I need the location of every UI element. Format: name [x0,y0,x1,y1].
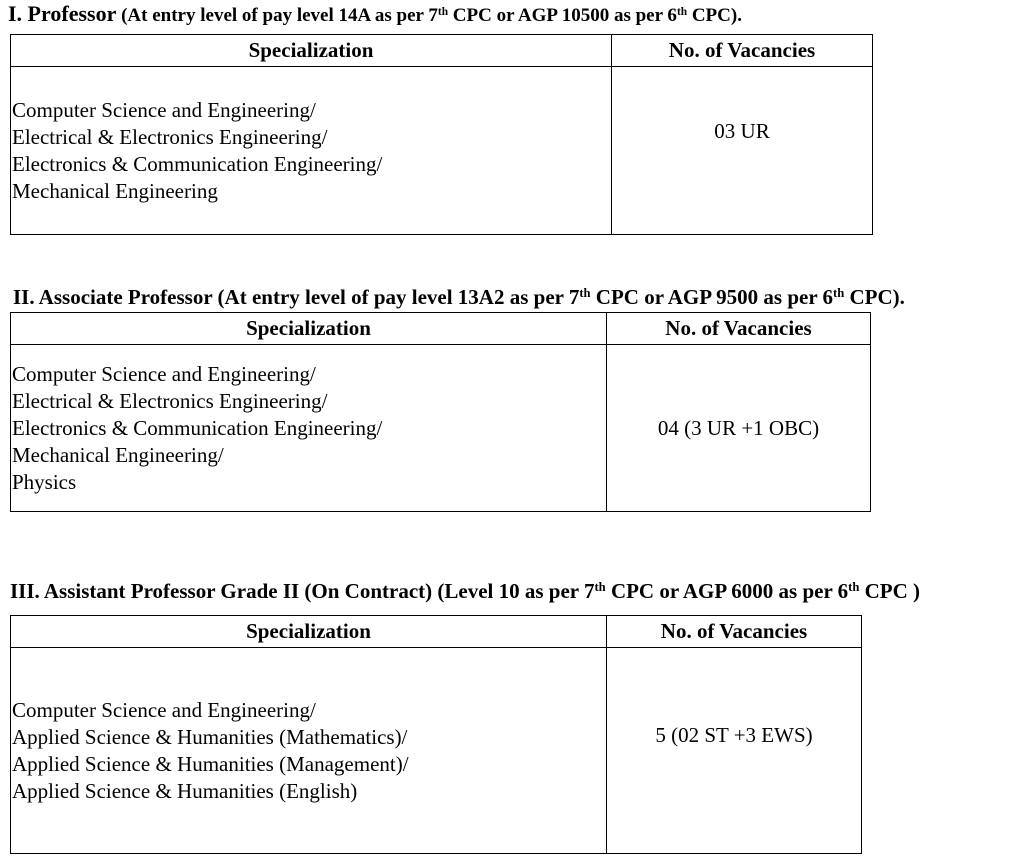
table-header-row [11,313,871,345]
heading-title: I. Professor [8,1,117,26]
table-header-row [11,616,862,648]
specialization-item: Mechanical Engineering [12,178,218,203]
specialization-item: Electronics & Communication Engineering/ [12,151,383,176]
specialization-item: Applied Science & Humanities (Management)/ [12,751,409,776]
heading-pay-text: CPC or AGP 10500 as per 6 [448,5,677,26]
vacancy-table-professor [10,34,873,235]
heading-pay-text: (At entry level of pay level 14A as per 7 [116,5,438,26]
vacancy-count-cell [607,648,862,854]
specialization-cell [11,345,607,512]
vacancy-count: 5 (02 ST +3 EWS) [655,723,813,747]
vacancy-table-associate-professor [10,312,871,512]
table-row [11,67,873,235]
specialization-item: Mechanical Engineering/ [12,442,224,467]
section-heading-assistant-professor [10,581,920,602]
heading-pay-text: CPC). [844,285,905,309]
column-header-specialization: Specialization [11,35,612,67]
section-heading-associate-professor [13,287,905,308]
heading-pay-text: CPC ) [859,579,921,603]
table-header-row [11,35,873,67]
heading-superscript: th [833,286,845,301]
heading-superscript: th [437,5,449,18]
specialization-item: Computer Science and Engineering/ [12,97,316,122]
column-header-vacancies: No. of Vacancies [612,35,873,67]
column-header-vacancies: No. of Vacancies [607,616,862,648]
column-header-vacancies: No. of Vacancies [607,313,871,345]
heading-superscript: th [594,580,606,595]
heading-superscript: th [848,580,860,595]
specialization-item: Electrical & Electronics Engineering/ [12,124,328,149]
column-header-specialization: Specialization [11,616,607,648]
specialization-item: Computer Science and Engineering/ [12,361,316,386]
vacancy-count: 04 (3 UR +1 OBC) [657,415,820,440]
specialization-item: Applied Science & Humanities (English) [12,778,358,803]
column-header-specialization: Specialization [11,313,607,345]
heading-pay-text: CPC or AGP 9500 as per 6 [590,285,834,309]
specialization-item: Applied Science & Humanities (Mathematics)/ [12,724,408,749]
heading-title: III. Assistant Professor Grade II [10,579,300,603]
specialization-cell [11,648,607,854]
vacancy-count-cell [612,67,873,235]
section-heading-professor [8,3,742,25]
heading-superscript: th [579,286,591,301]
vacancy-count-cell [607,345,871,512]
heading-pay-text: CPC or AGP 6000 as per 6 [605,579,849,603]
specialization-item: Electrical & Electronics Engineering/ [12,388,328,413]
heading-superscript: th [676,5,688,18]
table-row [11,345,871,512]
heading-pay-text: (On Contract) (Level 10 as per 7 [299,579,595,603]
specialization-item: Computer Science and Engineering/ [12,697,316,722]
specialization-item: Physics [12,469,77,494]
vacancy-count: 03 UR [714,119,770,143]
heading-pay-text: CPC). [687,5,742,26]
heading-title: II. Associate Professor [13,285,213,309]
specialization-cell [11,67,612,235]
specialization-item: Electronics & Communication Engineering/ [12,415,383,440]
table-row [11,648,862,854]
heading-pay-text: (At entry level of pay level 13A2 as per 7 [212,285,580,309]
vacancy-table-assistant-professor [10,615,862,854]
